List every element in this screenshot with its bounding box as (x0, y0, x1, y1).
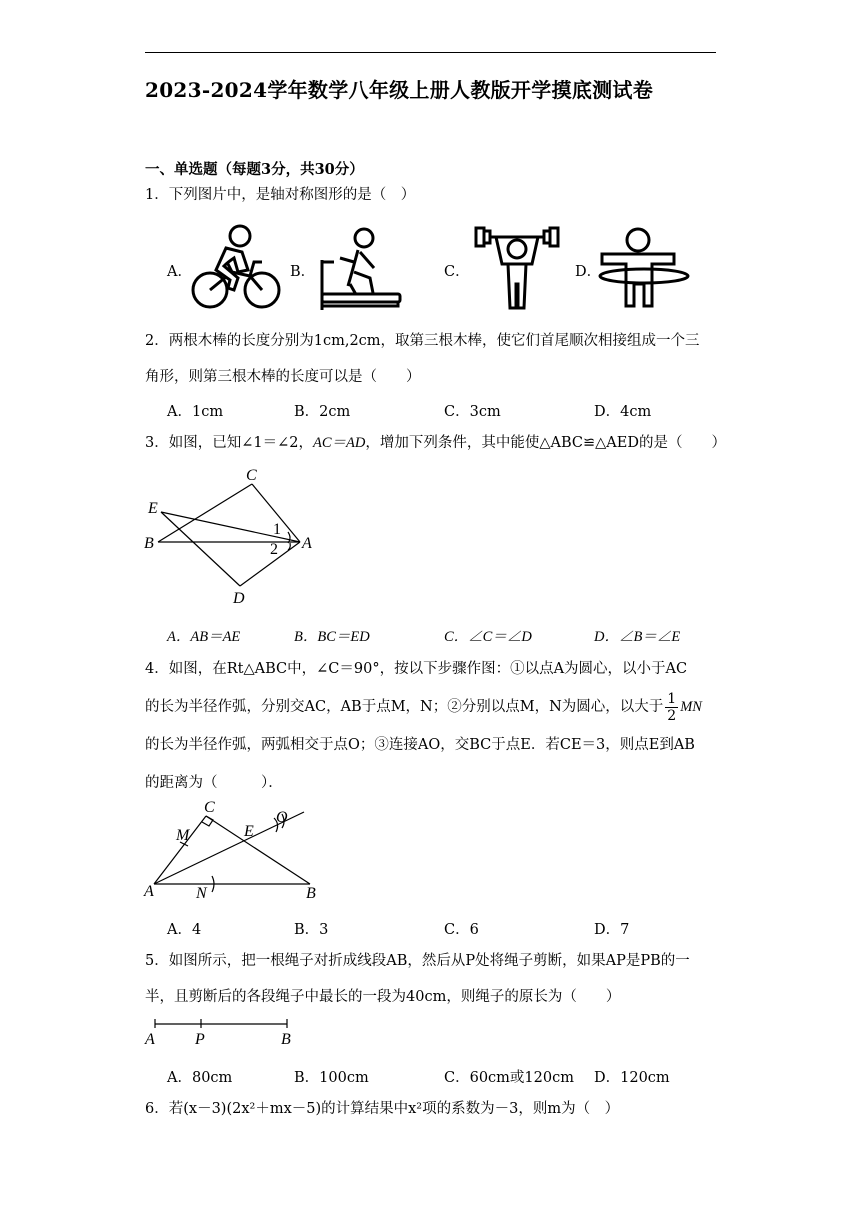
q4-option-d[interactable]: D．7 (594, 922, 630, 938)
question-number: 2． (145, 333, 169, 349)
q5-option-b[interactable]: B．100cm (294, 1070, 369, 1086)
question-number: 6． (145, 1101, 169, 1117)
fig-label-n: N (196, 885, 207, 902)
fig-label-m: M (176, 827, 190, 844)
fig-label-e: E (244, 823, 254, 840)
q5-option-d[interactable]: D．120cm (594, 1070, 670, 1086)
question-2-line-2: 角形，则第三根木棒的长度可以是（ ） (145, 369, 421, 385)
fig-label-a: A (145, 1031, 155, 1048)
q3-option-c[interactable]: C．∠C＝∠D (444, 629, 532, 645)
q4-option-b[interactable]: B．3 (294, 922, 329, 938)
q4-option-a[interactable]: A．4 (167, 922, 202, 938)
q4-option-c[interactable]: C．6 (444, 922, 479, 938)
question-number: 1． (145, 187, 169, 203)
fig-label-d: D (233, 590, 245, 607)
fraction-denominator: 2 (667, 707, 677, 724)
fig-label-angle-2: 2 (270, 541, 278, 558)
fig-label-o: O (276, 809, 288, 826)
question-text-c: ，增加下列条件，其中能使△ABC≌△AED的是（ ） (365, 435, 726, 451)
q2-option-c[interactable]: C．3cm (444, 404, 501, 420)
q2-option-a[interactable]: A．1cm (167, 404, 224, 420)
question-text: 如图，在Rt△ABC中，∠C＝90°，按以下步骤作图：①以点A为圆心，以小于AC (168, 661, 688, 677)
segment-mn: MN (680, 699, 702, 715)
hula-hoop-icon (598, 228, 690, 310)
question-text-a: 如图，已知∠1＝∠2， (168, 435, 313, 451)
q1-option-d[interactable]: D． (575, 264, 602, 280)
q3-option-a[interactable]: A．AB＝AE (167, 629, 241, 645)
q1-option-c[interactable]: C． (444, 264, 470, 280)
question-text: 若(x－3)(2x²＋mx－5)的计算结果中x²项的系数为－3，则m为（ ） (168, 1101, 620, 1117)
q5-figure (145, 1014, 305, 1048)
page-title: 2023-2024学年数学八年级上册人教版开学摸底测试卷 (145, 78, 654, 102)
q1-option-b[interactable]: B． (290, 264, 316, 280)
question-6 (145, 1090, 619, 1128)
question-text: 如图所示，把一根绳子对折成线段AB，然后从P处将绳子剪断，如果AP是PB的一 (168, 953, 690, 969)
question-4-line-3: 的长为半径作弧，两弧相交于点O；③连接AO，交BC于点E．若CE＝3，则点E到AB (145, 737, 695, 753)
section-heading: 一、单选题（每题3分，共30分） (145, 161, 364, 178)
question-5-line-1 (145, 942, 690, 980)
question-text: 下列图片中，是轴对称图形的是（ ） (168, 187, 416, 203)
question-number: 3． (145, 435, 169, 451)
fig-label-c: C (246, 467, 257, 484)
question-3 (145, 424, 726, 462)
question-4-line-4: 的距离为（ ）． (145, 775, 283, 791)
question-1 (145, 176, 415, 214)
fraction-half (665, 691, 678, 724)
treadmill-icon (318, 228, 402, 310)
q3-option-d[interactable]: D．∠B＝∠E (594, 629, 681, 645)
fig-label-b: B (144, 535, 154, 552)
fraction-numerator: 1 (667, 690, 677, 707)
question-text-b: AC＝AD (312, 435, 366, 451)
q4-figure (140, 798, 320, 902)
fig-label-a: A (302, 535, 312, 552)
question-5-line-2: 半，且剪断后的各段绳子中最长的一段为40cm，则绳子的原长为（ ） (145, 989, 621, 1005)
top-rule (145, 52, 716, 53)
fig-label-angle-1: 1 (273, 521, 281, 538)
question-number: 5． (145, 953, 169, 969)
cyclist-icon (190, 222, 282, 312)
q3-option-b[interactable]: B．BC＝ED (294, 629, 370, 645)
fig-label-e: E (148, 500, 158, 517)
q2-option-b[interactable]: B．2cm (294, 404, 351, 420)
q5-option-a[interactable]: A．80cm (167, 1070, 233, 1086)
fig-label-p: P (195, 1031, 205, 1048)
q1-option-a[interactable]: A． (167, 264, 192, 280)
fig-label-b: B (281, 1031, 291, 1048)
weightlifter-icon (472, 224, 562, 314)
question-number: 4． (145, 661, 169, 677)
q3-figure (140, 464, 330, 612)
fig-label-c: C (204, 799, 215, 816)
q5-option-c[interactable]: C．60cm或120cm (444, 1070, 574, 1086)
fig-label-b: B (306, 885, 316, 902)
question-4-line-2 (145, 688, 702, 726)
question-text: 的长为半径作弧，分别交AC，AB于点M，N；②分别以点M，N为圆心，以大于 (145, 699, 664, 715)
question-4-line-1 (145, 650, 687, 688)
question-2-line-1 (145, 322, 700, 360)
question-text: 两根木棒的长度分别为1cm,2cm，取第三根木棒，使它们首尾顺次相接组成一个三 (168, 333, 700, 349)
fig-label-a: A (144, 883, 154, 900)
q2-option-d[interactable]: D．4cm (594, 404, 652, 420)
